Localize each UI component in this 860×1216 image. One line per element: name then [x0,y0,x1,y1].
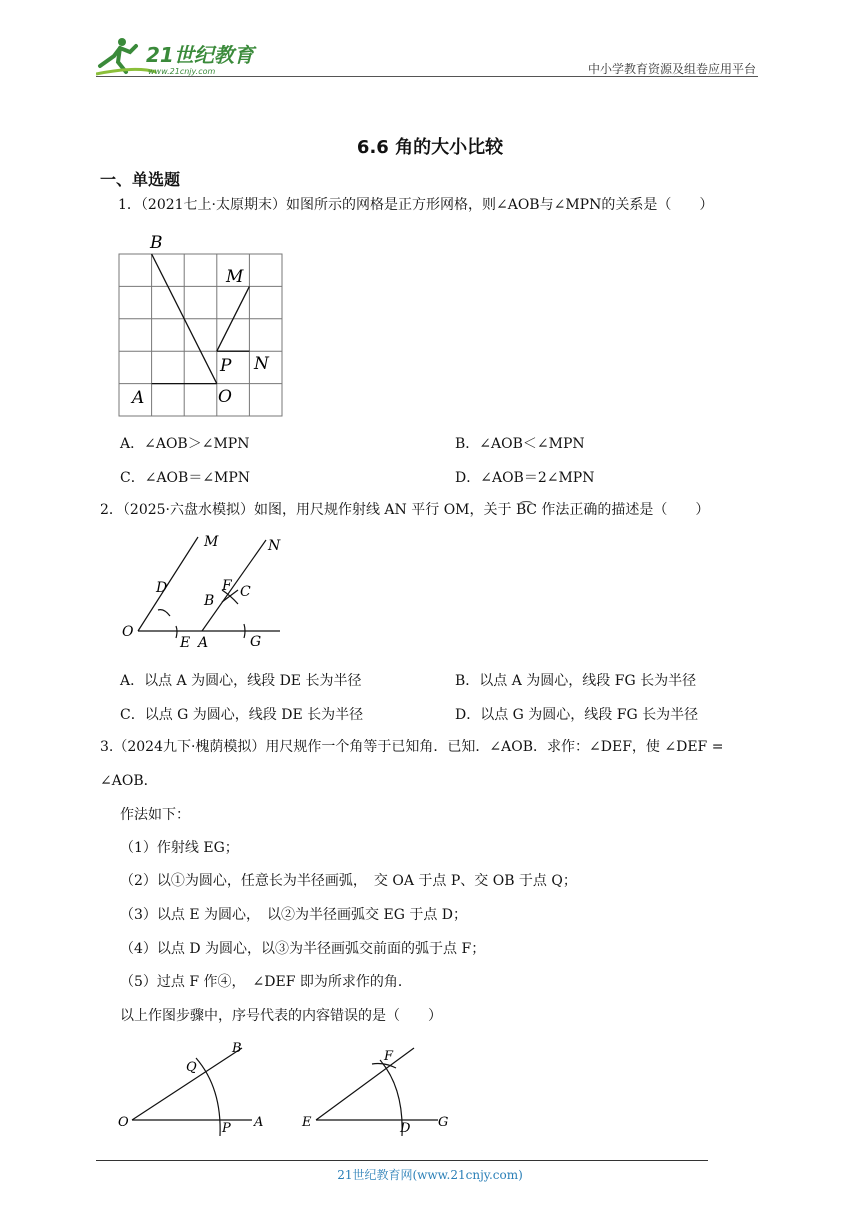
q1-option-d[interactable]: D．∠AOB＝2∠MPN [455,470,595,486]
q1-option-c[interactable]: C．∠AOB＝∠MPN [120,470,251,486]
q3-step-4: （4）以点 D 为圆心，以③为半径画弧交前面的弧于点 F； [120,941,486,957]
label-d: D [400,1121,411,1136]
ray-ob [132,1048,242,1120]
label-o: O [218,387,232,407]
label-d: D [156,580,168,596]
label-e: E [302,1115,312,1130]
q2-option-d[interactable]: D．以点 G 为圆心，线段 FG 长为半径 [455,707,699,723]
ray-om [138,537,198,631]
label-g: G [250,634,262,650]
header-platform-text: 中小学教育资源及组卷应用平台 [587,62,756,76]
label-o: O [122,624,134,640]
q3-figure-def [296,1036,456,1142]
q3-step-2: （2）以①为圆心，任意长为半径画弧， 交 OA 于点 P、交 OB 于点 Q； [120,873,577,889]
label-b: B [204,593,215,609]
runner-logo-icon [96,36,266,78]
footer-text[interactable]: 21世纪教育网(www.21cnjy.com) [337,1168,523,1182]
label-m: M [226,267,244,287]
ray-an [202,540,266,631]
q2-option-b[interactable]: B．以点 A 为圆心，线段 FG 长为半径 [455,673,697,689]
label-a: A [198,635,209,651]
label-n: N [268,538,281,554]
q3-figure-aob [112,1036,272,1142]
q3-question: 以上作图步骤中，序号代表的内容错误的是（ ） [120,1008,442,1024]
ray-ef [316,1048,414,1120]
label-o: O [118,1115,129,1130]
page-title: 6.6 角的大小比较 [356,137,504,158]
label-c: C [240,584,251,600]
logo-title: 21世纪教育 [146,43,254,67]
label-b: B [232,1041,242,1056]
q2-construction-figure [118,532,298,654]
label-n: N [254,354,269,374]
q3-method-title: 作法如下： [120,807,190,823]
q2-option-a[interactable]: A．以点 A 为圆心，线段 DE 长为半径 [120,673,362,689]
q1-grid-figure [110,226,290,418]
q3-stem-line1: 3.（2024九下·槐荫模拟）用尺规作一个角等于已知角．已知．∠AOB．求作：∠DEF，使 ∠DEF = [100,739,724,755]
label-f: F [384,1049,394,1064]
site-logo [96,36,266,78]
q3-step-5: （5）过点 F 作④， ∠DEF 即为所求作的角． [120,974,412,990]
label-a: A [254,1115,264,1130]
label-q: Q [186,1060,197,1075]
q1-option-b[interactable]: B．∠AOB＜∠MPN [455,436,585,452]
label-p: P [222,1121,231,1136]
q3-step-1: （1）作射线 EG； [120,840,239,856]
label-p: P [220,356,232,376]
q2-stem: 2．（2025·六盘水模拟）如图，用尺规作射线 AN 平行 OM，关于 B͡C 作法正确的描述是（ ） [100,502,710,518]
q3-step-3: （3）以点 E 为圆心， 以②为半径画弧交 EG 于点 D； [120,907,468,923]
label-g: G [438,1115,449,1130]
q1-option-a[interactable]: A．∠AOB＞∠MPN [120,436,250,452]
label-b: B [150,233,163,253]
label-m: M [204,534,219,550]
footer-divider [96,1160,708,1161]
logo-url: www.21cnjy.com [148,67,216,76]
q2-option-c[interactable]: C．以点 G 为圆心，线段 DE 长为半径 [120,707,364,723]
arc-df [380,1060,402,1136]
q3-stem-line2: ∠AOB． [100,773,158,789]
header-divider [96,76,758,77]
label-f: F [222,578,232,594]
label-e: E [180,635,191,651]
q1-stem: 1．（2021七上·太原期末）如图所示的网格是正方形网格，则∠AOB与∠MPN的关系是（ ） [118,197,714,213]
label-a: A [132,388,145,408]
section-heading: 一、单选题 [100,170,181,189]
